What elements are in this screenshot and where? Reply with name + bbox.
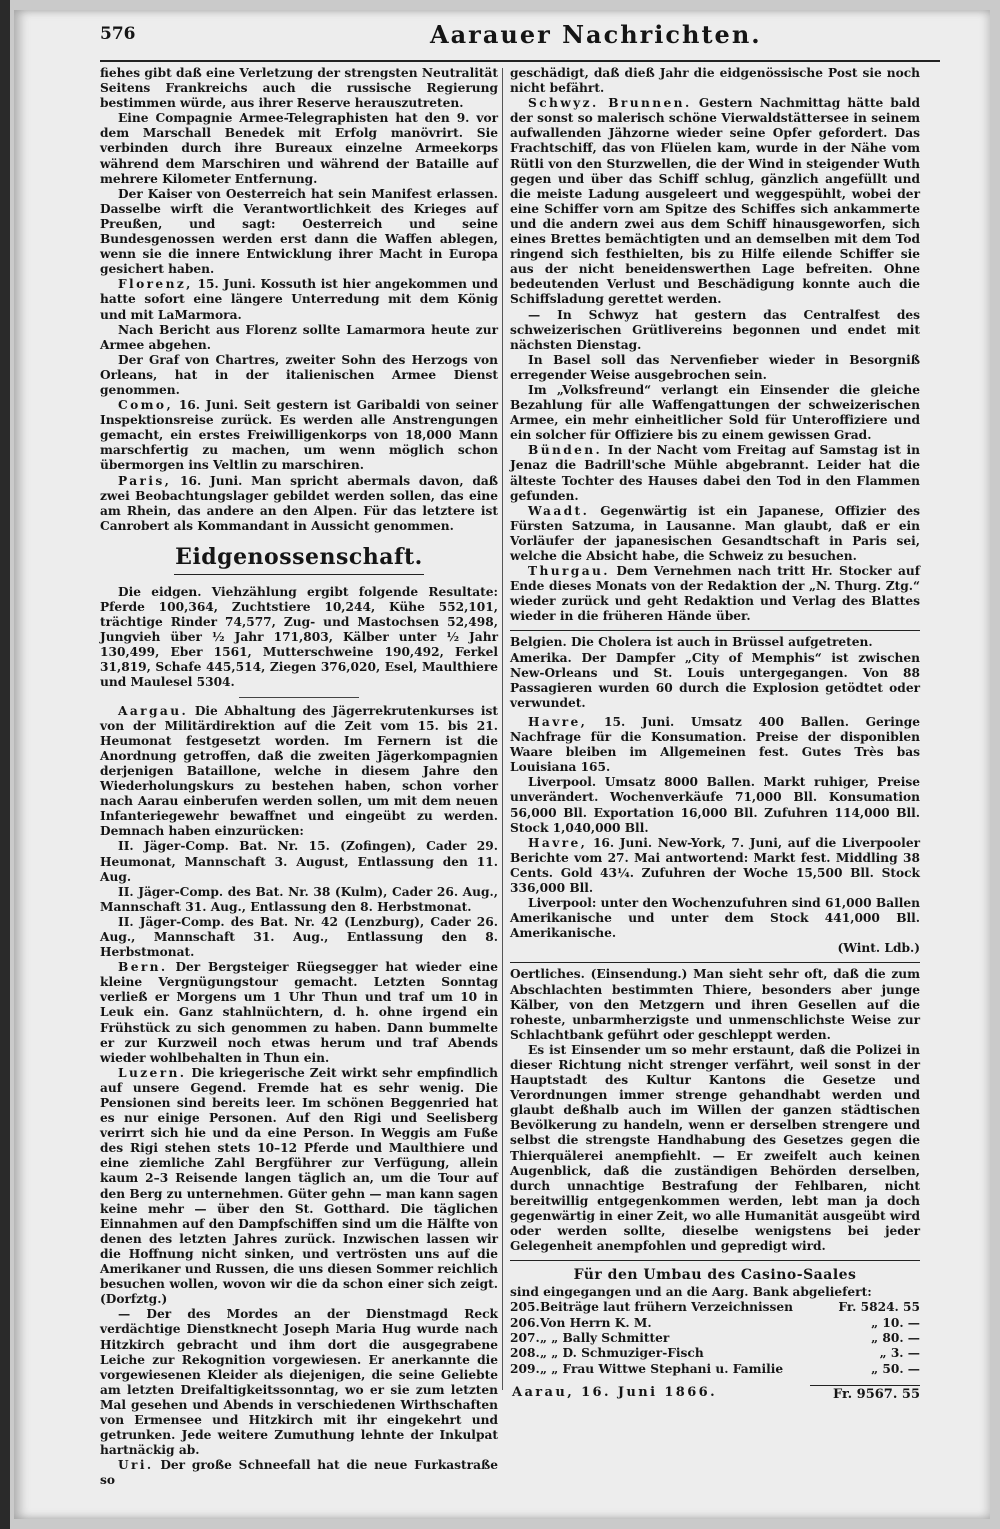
page-number: 576 [100,24,136,44]
short-divider [239,697,359,698]
article-paragraph: In Basel soll das Nervenfieber wieder in Besorgniß erregender Weise ausgebrochen sein. [510,352,920,382]
fund-donor: „ „ Frau Wittwe Stephani u. Familie [540,1361,784,1376]
divider [510,1260,920,1261]
dateline-paragraph [510,836,920,896]
article-paragraph: Eine Compagnie Armee-Telegraphisten hat den 9. vor dem Marschall Benedek mit Erfolg manövrirt. Sie verbinden durch ihre Bureaux einzelne Armeekorps während dem Marschiren und während der Bataille auf mehrere Kilometer Entfernung. [100,111,498,186]
dateline-paragraph [100,474,498,534]
fund-list [510,1300,920,1376]
article-paragraph: — Der des Mordes an der Dienstmagd Reck verdächtige Dienstknecht Joseph Maria Hug wurde nach Hitzkirch gebracht und ihm dort die ausgegrabene Leiche zur Rekognition vorgewiesen. Er anerkannte die vorgewiesenen Kleider als diejenigen, die seine Geliebte am letzten Dreifaltigkeitssonntag, wo er sie zum letzten Mal gesehen und Abends in verschiedenen Wirthschaften von Ermensee und Hitzkirch mit ihr eingekehrt und getrunken. Jede weitere Zumuthung lehnte der Inkulpat hartnäckig ab. [100,1307,498,1458]
dateline-text: Die Cholera ist auch in Brüssel aufgetreten. [570,635,873,650]
fund-donor: „ „ Bally Schmitter [540,1330,670,1345]
section-heading: Eidgenossenschaft. [175,543,423,570]
dateline-paragraph [510,651,920,711]
header-rule [100,60,940,62]
fund-number: 207. [510,1330,540,1345]
fund-number: 209. [510,1361,540,1376]
fund-row [510,1316,920,1331]
right-column [510,66,920,1402]
article-paragraph: Der Graf von Chartres, zweiter Sohn des Herzogs von Orleans, hat in der italienischen Armee Dienst genommen. [100,352,498,397]
dateline-text: 16. Juni. New-York, 7. Juni, auf die Liverpooler Berichte vom 27. Mai antwortend: Markt fest. Middling 38 Cents. Gold 43¼. Zufuhren der Woche 15,500 Bll. Stock 336,000 Bll. [510,835,920,895]
section-underline [174,574,424,575]
dateline-text: 16. Juni. Man spricht abermals davon, daß zwei Beobachtungslager gebildet werden sollen, das eine am Rhein, das andere an den Alpen. Für das letztere ist Canrobert als Kommandant in Aussicht genommen. [100,473,498,533]
article-paragraph: — In Schwyz hat gestern das Centralfest des schweizerischen Grütlivereins begonnen und endet mit nächsten Dienstag. [510,307,920,352]
dateline-text: Die Abhaltung des Jägerrekrutenkurses ist von der Militärdirektion auf die Zeit vom 15. bis 21. Heumonat festgesetzt worden. Im Fernern ist die Anordnung getroffen, daß die zweiten Jägerkompagnien derjenigen Bataillone, welche in diesem Jahre den Wiederholungskurs zu bestehen haben, schon vorher nach Aarau einberufen werden sollen, um mit dem neuen Infanteriegewehr bewaffnet und eingeübt zu werden. Demnach haben einzurücken: [100,703,498,839]
dateline-text: (Einsendung.) Man sieht sehr oft, daß die zum Abschlachten bestimmten Thiere, besonders aber junge Kälber, von den Metzgern und ihren Gesellen auf die roheste, unbarmherzigste und unmenschlichste Weise zur Schlachtbank geführt oder geschleppt werden. [510,967,920,1042]
dateline-text: 15. Juni. Kossuth ist hier angekommen und hatte sofort eine längere Unterredung mit dem König und mit LaMarmora. [100,277,499,322]
dateline-paragraph [100,704,498,840]
dateline-paragraph [100,277,498,322]
fund-donor: „ „ D. Schmuziger-Fisch [540,1346,704,1361]
dateline-text: Der Dampfer „City of Memphis“ ist zwischen New-Orleans und St. Louis untergegangen. Von 88 Passagieren wurden 60 durch die Explosion getödtet oder verwundet. [510,650,921,710]
dateline-text: Gegenwärtig ist ein Japanese, Offizier des Fürsten Satzuma, in Lausanne. Man glaubt, daß er ein Vorläufer der japanesischen Gesandtschaft in Paris sei, welche die Absicht habe, die Schweiz zu besuchen. [510,503,921,563]
dateline-place: Belgien. [510,635,567,650]
dateline-place: Oertliches. [510,967,585,982]
dateline-place: Uri. [118,1458,154,1473]
divider [510,962,920,963]
dateline-text: Der Bergsteiger Rüegsegger hat wieder eine kleine Vergnügungstour gemacht. Letzten Sonntag verließ er Morgens um 1 Uhr Thun und traf um 10 in Leuk ein. Ganz stahlnüchtern, d. h. ohne irgend ein Frühstück zu sich genommen zu haben. Dann bummelte er zur Kurzweil noch etwas herum und traf Abends wieder wohlbehalten in Thun ein. [100,960,498,1065]
fund-amount: „ 3. — [879,1346,920,1361]
dateline-text: Die kriegerische Zeit wirkt sehr empfindlich auf unsere Gegend. Fremde hat es sehr wenig. Die Pensionen sind bereits leer. Im schönen Beggenried hat es nur einige Personen. Auf den Rigi und Seelisberg verirrt sich hie und da eine Person. In Weggis am Fuße des Rigi stehen stets 10–12 Pferde und Maulthiere und eine ziemliche Zahl Bergführer zur Verfügung, allein kaum 2–3 Reisende langen täglich an, um die Tour auf den Berg zu unternehmen. Güter gehn — man kann sagen keine mehr — über den St. Gotthard. Die täglichen Einnahmen auf den Dampfschiffen sind um die Hälfte von denen des letzten Jahres zurück. Inzwischen lassen wir die Hoffnung nicht sinken, und vertrösten uns auf die Amerikaner und Russen, die uns diesen Sommer reichlich besuchen wollen, wovon wir die da schon einer sich zeigt. [100,1065,498,1292]
article-paragraph: Es ist Einsender um so mehr erstaunt, daß die Polizei in dieser Richtung nicht strenger verfährt, weil sonst in der Hauptstadt des Kultur Kantons die Gesetze und Verordnungen immer strenge gehandhabt werden und glaubt deßhalb auch im Willen der ganzen städtischen Bevölkerung zu handeln, wenn er derselben strengere und selbst die strengste Handhabung des Gesetzes gegen die Thierquälerei anempfiehlt. — Er zweifelt auch keinen Augenblick, daß die zuständigen Behörden derselben, durch unnachtige Bestrafung der Fehlbaren, nicht bereitwillig entgegenkommen werden, lebt man ja doch gegenwärtig in einer Zeit, wo alle Humanität ausgeübt wird oder werden sollte, dieselbe wenigstens bei jeder Gelegenheit anempfohlen und gepredigt wird. [510,1042,920,1254]
dateline-paragraph [510,967,920,1042]
fund-place-date: Aarau, 16. Juni 1866. [512,1384,718,1400]
dateline-place: Luzern. [118,1065,187,1080]
dateline-paragraph [510,635,920,650]
fund-number: 205. [510,1300,540,1315]
fund-number: 208. [510,1346,540,1361]
dateline-place: Como, [118,398,174,413]
fund-row [510,1346,920,1361]
article-paragraph: geschädigt, daß dieß Jahr die eidgenössische Post sie noch nicht befährt. [510,66,920,96]
column-divider [502,68,503,1390]
fund-amount: „ 80. — [871,1330,920,1345]
dateline-place: Amerika. [510,650,572,665]
dateline-place: Thurgau. [528,564,610,579]
source-credit: (Wint. Ldb.) [837,941,920,956]
fund-donor: Beiträge laut frühern Verzeichnissen [540,1300,794,1315]
dateline-place: Waadt. [528,503,590,518]
fund-intro: sind eingegangen und an die Aarg. Bank abgeliefert: [510,1285,872,1300]
fund-row [510,1362,920,1377]
fund-total: Fr. 9567. 55 [810,1385,920,1402]
fund-amount: „ 50. — [871,1361,920,1376]
dateline-text: Gestern Nachmittag hätte bald der sonst so malerisch schöne Vierwaldstättersee in seinem aufwallenden Jähzorne wieder seine Opfer gefordert. Das Frachtschiff, das von Flüelen kam, wurde in der Nähe vom Rütli von den Sturzwellen, die der Wind in steigender Wuth gegen und über das Schiff schlug, gänzlich angefüllt und die meiste Ladung ausgeleert und weggespühlt, wobei der eine Schiffer vorn am Spitze des Schiffes sich ankammerte und die andern zwei aus dem Schiff hinausgeworfen, sich eines Brettes bemächtigten und an demselben mit dem Tod ringend sich festhielten, bis zu Hilfe eilende Schiffer sie aus der nicht beneidenswerthen Lage befreiten. Ohne bedeutenden Verlust und Beschädigung konnte auch die Schiffsladung gerettet werden. [510,96,920,307]
book-gutter [0,0,10,1529]
dateline-place: Florenz, [118,277,193,292]
article-paragraph: Nach Bericht aus Florenz sollte Lamarmora heute zur Armee abgehen. [100,322,498,352]
dateline-text: Der große Schneefall hat die neue Furkastraße so [100,1458,499,1488]
dateline-text: 15. Juni. Umsatz 400 Ballen. Geringe Nachfrage für die Konsumation. Preise der disponiblen Waare bleiben im Allgemeinen fest. Gutes Très bas Louisiana 165. [510,714,920,775]
divider [510,630,920,631]
fund-footer [510,1385,920,1402]
dateline-paragraph [510,443,920,503]
list-item: II. Jäger-Comp. Bat. Nr. 15. (Zofingen), Cader 29. Heumonat, Mannschaft 3. August, Entlassung den 11. Aug. [100,839,498,884]
source-credit: (Dorfztg.) [100,1292,168,1307]
dateline-paragraph [100,398,498,473]
fund-title: Für den Umbau des Casino-Saales [573,1267,857,1284]
dateline-text: In der Nacht vom Freitag auf Samstag ist in Jenaz die Badrill'sche Mühle abgebrannt. Leider hat die älteste Tochter des Hauses dabei den Tod in den Flammen gefunden. [510,443,920,503]
dateline-place: Paris, [118,473,172,488]
fund-donor: Von Herrn K. M. [540,1315,652,1330]
dateline-place: Bünden. [528,443,603,458]
dateline-paragraph [100,960,498,1066]
fund-row [510,1300,920,1315]
dateline-paragraph [100,1066,498,1308]
dateline-place: Aargau. [118,703,189,718]
dateline-place: Schwyz. Brunnen. [528,96,692,111]
dateline-paragraph [510,504,920,564]
list-item: II. Jäger-Comp. des Bat. Nr. 38 (Kulm), Cader 26. Aug., Mannschaft 31. Aug., Entlassung den 8. Herbstmonat. [100,884,498,914]
article-paragraph: Der Kaiser von Oesterreich hat sein Manifest erlassen. Dasselbe wirft die Verantwortlichkeit des Krieges auf Preußen, und sagt: Oesterreich und seine Bundesgenossen werden erst dann die Waffen ablegen, wenn sie die innere Entwicklung ihrer Macht in Europa gesichert haben. [100,186,498,277]
list-item: II. Jäger-Comp. des Bat. Nr. 42 (Lenzburg), Cader 26. Aug., Mannschaft 31. Aug., Entlassung den 8. Herbstmonat. [100,914,498,960]
dateline-paragraph [510,715,920,775]
article-paragraph: Liverpool. Umsatz 8000 Ballen. Markt ruhiger, Preise unverändert. Wochenverkäufe 71,000 Bll. Konsumation 56,000 Bll. Exportation 16,000 Bll. Zufuhren 114,000 Bll. Stock 1,040,000 Bll. [510,775,920,835]
fund-row [510,1331,920,1346]
page-header [100,16,960,56]
dateline-place: Havre, [528,835,588,850]
dateline-paragraph [510,564,920,624]
article-paragraph: Im „Volksfreund“ verlangt ein Einsender die gleiche Bezahlung für alle Waffengattungen der schweizerischen Armee, ein mehr einheitlicher Sold für Unteroffiziere und ein solcher für Offiziere bis zu einem gewissen Grad. [510,382,920,443]
masthead-title: Aarauer Nachrichten. [430,20,762,49]
dateline-place: Bern. [118,960,168,975]
dateline-place: Havre, [528,714,588,729]
article-paragraph: Liverpool: unter den Wochenzufuhren sind 61,000 Ballen Amerikanische und unter dem Stock 441,000 Bll. Amerikanische. [510,896,920,941]
fund-amount: „ 10. — [871,1315,920,1330]
dateline-paragraph [100,1458,498,1488]
article-paragraph: Die eidgen. Viehzählung ergibt folgende Resultate: Pferde 100,364, Zuchtstiere 10,244, Kühe 552,101, trächtige Rinder 74,577, Zug- und Mastochsen 52,498, Jungvieh über ½ Jahr 171,803, Kälber unter ½ Jahr 130,499, Eber 1561, Mutterschweine 190,492, Ferkel 31,819, Schafe 445,514, Ziegen 376,020, Esel, Maulthiere und Maulesel 5304. [100,584,498,690]
dateline-text: Dem Vernehmen nach tritt Hr. Stocker auf Ende dieses Monats von der Redaktion der „N. Thurg. Ztg.“ wieder zurück und geht Redaktion und Verlag des Blattes wieder in die früheren Hände über. [510,564,920,624]
fund-number: 206. [510,1315,540,1330]
article-paragraph: fiehes gibt daß eine Verletzung der strengsten Neutralität Seitens Frankreichs auch die russische Regierung bestimmen würde, aus ihrer Reserve herauszutreten. [100,66,498,111]
dateline-paragraph [510,96,920,307]
dateline-text: 16. Juni. Seit gestern ist Garibaldi von seiner Inspektionsreise zurück. Es werden alle Anstrengungen gemacht, ein erstes Freiwilligenkorps von 18,000 Mann marschfertig zu machen, um wenn möglich schon übermorgen ins Veltlin zu marschiren. [100,398,498,473]
fund-amount: Fr. 5824. 55 [838,1300,920,1315]
left-column [100,66,498,1488]
